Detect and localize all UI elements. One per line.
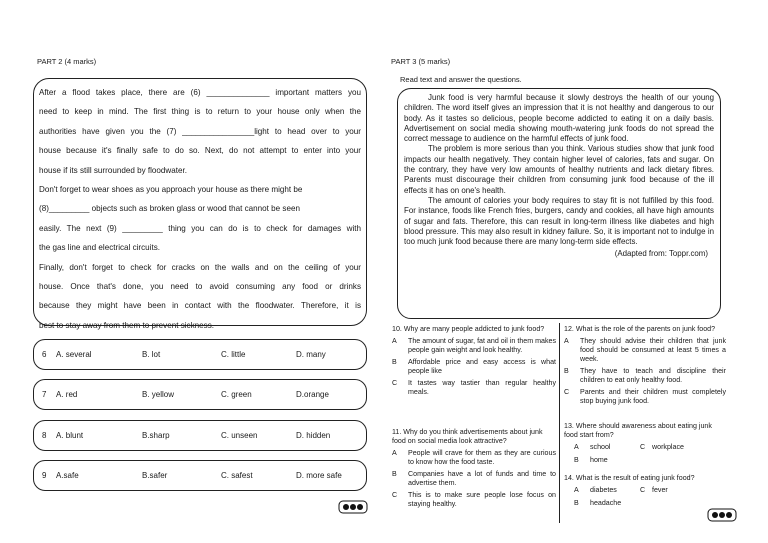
option-letter: C xyxy=(392,379,398,387)
option-d[interactable]: D. many xyxy=(296,350,326,359)
answer-option[interactable]: workplace xyxy=(652,443,684,451)
option-d[interactable]: D. hidden xyxy=(296,431,331,440)
publisher-logo xyxy=(338,500,368,514)
column-divider xyxy=(559,323,560,523)
option-letter: B xyxy=(574,499,579,507)
answer-option[interactable] xyxy=(392,337,556,355)
part3-title: PART 3 (5 marks) xyxy=(391,57,451,66)
option-text: They have to teach and discipline their children to eat only healthy food. xyxy=(580,367,726,384)
passage-line: the gas line and electrical circuits. xyxy=(39,243,161,253)
question-number: 9 xyxy=(42,471,47,480)
option-letter: B xyxy=(574,456,579,464)
option-b[interactable]: B.sharp xyxy=(142,431,170,440)
question-number: 6 xyxy=(42,350,47,359)
question-stem: 13. Where should awareness about eating junk food start from? xyxy=(564,422,712,439)
passage-paragraph: The amount of calories your body requires to stay fit is not fulfilled by this food. For instance, foods like French fries, burgers, candy and cookies, all have high amounts of sugar and fats. Therefore, this can result in long-term illness like diabetes and high blood pressure. This may also result in kidney failure. So, it is important not to indulge in too much junk food because there are many long-term side effects. xyxy=(404,195,714,247)
passage-line: need to keep in mind. The first thing is to return to your house only when the xyxy=(39,107,361,117)
option-letter: B xyxy=(392,358,397,366)
logo-graphic xyxy=(707,508,737,522)
option-a[interactable]: A. red xyxy=(56,390,78,399)
option-letter: C xyxy=(640,443,646,451)
option-a[interactable]: A. several xyxy=(56,350,92,359)
option-text: They should advise their children that junk food should be consumed at least 5 times a week. xyxy=(580,337,726,363)
option-row-8 xyxy=(33,420,367,451)
option-letter: A xyxy=(392,337,397,345)
question-13 xyxy=(564,422,726,466)
question-14 xyxy=(564,474,726,509)
option-c[interactable]: C. green xyxy=(221,390,252,399)
publisher-logo xyxy=(707,508,737,522)
option-letter: A xyxy=(574,486,579,494)
part3-instruction: Read text and answer the questions. xyxy=(400,75,522,84)
passage-line: house. Once that's done, you need to avoid consuming any food or drinks xyxy=(39,282,361,292)
option-text: Affordable price and easy access is what people like xyxy=(408,358,556,375)
option-d[interactable]: D.orange xyxy=(296,390,329,399)
answer-option[interactable]: school xyxy=(590,443,611,451)
option-row-6 xyxy=(33,339,367,370)
question-stem: 14. What is the result of eating junk food? xyxy=(564,474,695,482)
answer-option[interactable]: diabetes xyxy=(590,486,617,494)
answer-option[interactable]: home xyxy=(590,456,608,464)
answer-option[interactable] xyxy=(392,358,556,376)
option-b[interactable]: B. lot xyxy=(142,350,161,359)
option-letter: B xyxy=(392,470,397,478)
option-letter: B xyxy=(564,367,569,375)
option-row-9 xyxy=(33,460,367,491)
option-c[interactable]: C. little xyxy=(221,350,246,359)
option-b[interactable]: B. yellow xyxy=(142,390,175,399)
option-text: The amount of sugar, fat and oil in them makes people gain weight and look healthy. xyxy=(408,337,556,354)
answer-option[interactable] xyxy=(392,449,556,467)
option-letter: C xyxy=(640,486,646,494)
option-row-7 xyxy=(33,379,367,410)
passage-line: After a flood takes place, there are (6) ______________ important matters you xyxy=(39,88,361,97)
option-letter: C xyxy=(564,388,570,396)
part3-passage-box xyxy=(397,88,721,319)
part2-title: PART 2 (4 marks) xyxy=(37,57,97,66)
question-10 xyxy=(392,325,556,397)
answer-row xyxy=(564,499,726,509)
question-number: 8 xyxy=(42,431,47,440)
answer-option[interactable] xyxy=(392,379,556,397)
part2-passage-box xyxy=(33,78,367,330)
answer-option[interactable] xyxy=(564,388,726,406)
passage-line: (8)_________ objects such as broken glass or wood that cannot be seen xyxy=(39,204,300,214)
option-c[interactable]: C. safest xyxy=(221,471,253,480)
option-letter: C xyxy=(392,491,398,499)
answer-option[interactable] xyxy=(392,491,556,509)
question-stem: 10. Why are many people addicted to junk food? xyxy=(392,325,545,333)
passage-line: because they might have been in contact with the floodwater. Therefore, it is xyxy=(39,301,361,311)
option-c[interactable]: C. unseen xyxy=(221,431,258,440)
answer-row xyxy=(564,486,726,496)
answer-option[interactable]: headache xyxy=(590,499,622,507)
answer-option[interactable] xyxy=(392,470,556,488)
passage-source: (Adapted from: Toppr.com) xyxy=(614,249,708,259)
passage-line: house if its still surrounded by floodwater. xyxy=(39,165,188,175)
option-letter: A xyxy=(392,449,397,457)
option-text: Parents and their children must completely stop buying junk food. xyxy=(580,388,726,405)
logo-graphic xyxy=(338,500,368,514)
answer-option[interactable]: fever xyxy=(652,486,668,494)
answer-row xyxy=(564,456,726,466)
passage-paragraph: Junk food is very harmful because it slowly destroys the health of our young children. The word itself gives an impression that it is not healthy and dangerous to our body. As it tastes so delicious, people become addicted to eating it on a daily basis. Advertisement on social media showing mouth-watering junk foods do not spread the correct message to audience on the harmful effects of junk food. xyxy=(404,93,714,144)
option-letter: A xyxy=(564,337,569,345)
option-a[interactable]: A.safe xyxy=(56,471,79,480)
question-11 xyxy=(392,428,556,509)
option-text: People will crave for them as they are curious to know how the food taste. xyxy=(408,449,556,466)
answer-option[interactable] xyxy=(564,337,726,364)
answer-row xyxy=(564,443,726,453)
option-letter: A xyxy=(574,443,579,451)
passage-line: Finally, don't forget to check for cracks on the walls and on the ceiling of your xyxy=(39,262,361,272)
option-text: It tastes way tastier than regular healthy meals. xyxy=(408,379,556,396)
option-d[interactable]: D. more safe xyxy=(296,471,342,480)
answer-option[interactable] xyxy=(564,367,726,385)
passage-line: best to stay away from them to prevent sickness. xyxy=(39,320,214,330)
question-12 xyxy=(564,325,726,406)
passage-line: authorities have given you the (7) ________________light to head over to your xyxy=(39,126,361,136)
option-a[interactable]: A. blunt xyxy=(56,431,84,440)
passage-line: house because it's finally safe to do so. Next, do not attempt to enter into your xyxy=(39,146,361,156)
passage-line: Don't forget to wear shoes as you approach your house as there might be xyxy=(39,185,303,195)
option-b[interactable]: B.safer xyxy=(142,471,168,480)
passage-paragraph: The problem is more serious than you think. Various studies show that junk food impacts our health negatively. They contain higher level of calories, fats and sugar. On the contrary, they have very low amounts of healthy nutrients and lack dietary fibres. Parents must discourage their children from consuming junk food because of the ill effects it has on one's health. xyxy=(404,144,714,195)
passage-line: easily. The next (9) _________ thing you can do is to check for damages with xyxy=(39,223,361,233)
option-text: This is to make sure people lose focus on staying healthy. xyxy=(408,491,556,508)
question-number: 7 xyxy=(42,390,47,399)
option-text: Companies have a lot of funds and time to advertise them. xyxy=(408,470,556,487)
question-stem: 11. Why do you think advertisements about junk food on social media look attractive? xyxy=(392,428,543,445)
question-stem: 12. What is the role of the parents on junk food? xyxy=(564,325,716,333)
